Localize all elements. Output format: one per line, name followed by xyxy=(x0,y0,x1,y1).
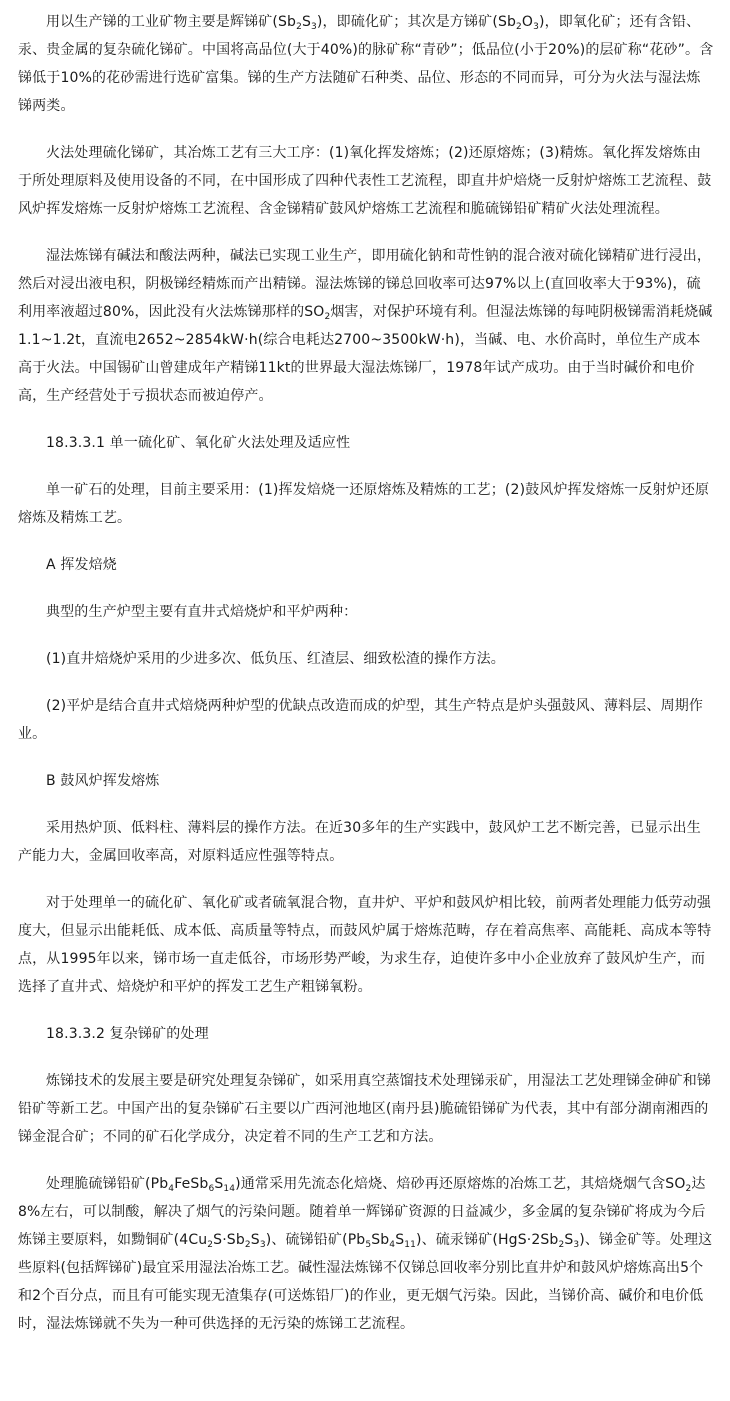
text-run: S xyxy=(250,1232,260,1248)
section-heading xyxy=(18,767,714,795)
text-run: S·Sb xyxy=(213,1232,245,1248)
text-run: 18.3.3.1 单一硫化矿、氧化矿火法处理及适应性 xyxy=(46,435,351,451)
text-run: )、硫汞锑矿(HgS·2Sb xyxy=(416,1232,559,1248)
text-run: FeSb xyxy=(174,1176,209,1192)
text-run: 火法处理硫化锑矿，其冶炼工艺有三大工序：(1)氧化挥发熔炼；(2)还原熔炼；(3)精炼。氧化挥发熔炼由于所处理原料及使用设备的不同，在中国形成了四种代表性工艺流程，即直井炉焙烧一反射炉熔炼工艺流程、鼓风炉挥发熔炼一反射炉熔炼工艺流程、含金锑精矿鼓风炉熔炼工艺流程和脆硫锑铅矿精矿火法处理流程。 xyxy=(18,145,712,217)
subscript: 3 xyxy=(533,22,539,32)
text-run: )，即硫化矿；其次是方锑矿(Sb xyxy=(316,14,517,30)
text-run: 采用热炉顶、低料柱、薄料层的操作方法。在近30多年的生产实践中，鼓风炉工艺不断完善，已显示出生产能力大，金属回收率高，对原料适应性强等特点。 xyxy=(18,820,701,864)
text-run: S xyxy=(214,1176,224,1192)
subscript: 3 xyxy=(259,1240,266,1250)
subscript: 2 xyxy=(516,22,522,32)
body-paragraph xyxy=(18,692,714,748)
body-paragraph xyxy=(18,1170,714,1338)
subscript: 2 xyxy=(296,22,302,32)
text-run: 达8%左右，可以制酸，解决了烟气的污染问题。随着单一辉锑矿资源的日益减少，多金属的复杂锑矿将成为今后炼锑主要原料，如黝铜矿(4Cu xyxy=(18,1176,706,1248)
body-paragraph xyxy=(18,598,714,626)
text-run: S xyxy=(301,14,312,30)
body-paragraph xyxy=(18,476,714,532)
subscript: 2 xyxy=(685,1184,692,1194)
subscript: 2 xyxy=(244,1240,251,1250)
text-run: (2)平炉是结合直井式焙烧两种炉型的优缺点改造而成的炉型，其生产特点是炉头强鼓风、薄料层、周期作业。 xyxy=(18,698,704,742)
text-run: 炼锑技术的发展主要是研究处理复杂锑矿，如采用真空蒸馏技术处理锑汞矿，用湿法工艺处理锑金砷矿和锑铅矿等新工艺。中国产出的复杂锑矿石主要以广西河池地区(南丹县)脆硫铅锑矿为代表，其中有部分湖南湘西的锑金混合矿；不同的矿石化学成分，决定着不同的生产工艺和方法。 xyxy=(18,1073,712,1145)
subscript: 4 xyxy=(168,1184,175,1194)
text-run: Sb xyxy=(371,1232,390,1248)
subscript: 3 xyxy=(573,1240,580,1250)
body-paragraph xyxy=(18,242,714,410)
text-run: O xyxy=(521,14,534,30)
subscript: 2 xyxy=(207,1240,214,1250)
subscript: 11 xyxy=(404,1240,416,1250)
text-run: 处理脆硫锑铅矿(Pb xyxy=(46,1176,169,1192)
subscript: 14 xyxy=(223,1184,236,1194)
text-run: B 鼓风炉挥发熔炼 xyxy=(46,773,160,789)
subscript: 6 xyxy=(208,1184,215,1194)
text-run: S xyxy=(395,1232,405,1248)
text-run: 单一矿石的处理，目前主要采用：(1)挥发焙烧一还原熔炼及精炼的工艺；(2)鼓风炉挥发熔炼一反射炉还原熔炼及精炼工艺。 xyxy=(18,482,710,526)
text-run: A 挥发焙烧 xyxy=(46,557,117,573)
body-paragraph xyxy=(18,814,714,870)
text-run: 对于处理单一的硫化矿、氧化矿或者硫氧混合物，直井炉、平炉和鼓风炉相比较，前两者处理能力低劳动强度大，但显示出能耗低、成本低、高质量等特点，而鼓风炉属于熔炼范畴，存在着高焦率、高能耗、高成本等特点，从1995年以来，锑市场一直走低谷，市场形势严峻，为求生存，迫使许多中小企业放弃了鼓风炉生产，而选择了直井式、焙烧炉和平炉的挥发工艺生产粗锑氧粉。 xyxy=(18,895,712,995)
text-run: 湿法炼锑有碱法和酸法两种，碱法已实现工业生产，即用硫化钠和苛性钠的混合液对硫化锑精矿进行浸出，然后对浸出液电积，阴极锑经精炼而产出精锑。湿法炼锑的锑总回收率可达97%以上(直回收率大于93%)，硫利用率液超过80%，因此没有火法炼锑那样的SO xyxy=(18,248,712,320)
text-run: )，即氧化矿；还有含铅、汞、贵金属的复杂硫化锑矿。中国将高品位(大于40%)的脉矿称“青砂”；低品位(小于20%)的层矿称“花砂”。含锑低于10%的花砂需进行选矿富集。锑的生产方法随矿石种类、品位、形态的不同而异，可分为火法与湿法炼锑两类。 xyxy=(18,14,714,114)
text-run: S xyxy=(564,1232,574,1248)
body-paragraph xyxy=(18,645,714,673)
text-run: (1)直井焙烧炉采用的少进多次、低负压、红渣层、细致松渣的操作方法。 xyxy=(46,651,505,667)
text-run: )、锑金矿等。处理这些原料(包括辉锑矿)最宜采用湿法冶炼工艺。碱性湿法炼锑不仅锑总回收率分别比直井炉和鼓风炉熔炼高出5个和2个百分点，而且有可能实现无渣集存(可送炼铅厂)的作业，更无烟气污染。因此，当锑价高、碱价和电价低时，湿法炼锑就不失为一种可供选择的无污染的炼锑工艺流程。 xyxy=(18,1232,713,1332)
subscript: 5 xyxy=(365,1240,372,1250)
body-paragraph xyxy=(18,139,714,223)
body-paragraph xyxy=(18,8,714,120)
section-heading xyxy=(18,1020,714,1048)
section-heading xyxy=(18,551,714,579)
body-paragraph xyxy=(18,1067,714,1151)
subscript: 4 xyxy=(389,1240,396,1250)
text-run: 烟害，对保护环境有利。但湿法炼锑的每吨阴极锑需消耗烧碱1.1~1.2t，直流电2652~2854kW·h(综合电耗达2700~3500kW·h)，当碱、电、水价高时，单位生产成本高于火法。中国锡矿山曾建成年产精锑11kt的世界最大湿法炼锑厂，1978年试产成功。由于当时碱价和电价高，生产经营处于亏损状态而被迫停产。 xyxy=(18,304,713,404)
text-run: )通常采用先流态化焙烧、焙砂再还原熔炼的冶炼工艺，其焙烧烟气含SO xyxy=(235,1176,686,1192)
subscript: 2 xyxy=(324,312,331,322)
body-paragraph xyxy=(18,889,714,1001)
text-run: 18.3.3.2 复杂锑矿的处理 xyxy=(46,1026,209,1042)
text-run: 典型的生产炉型主要有直井式焙烧炉和平炉两种： xyxy=(46,604,358,620)
text-run: 用以生产锑的工业矿物主要是辉锑矿(Sb xyxy=(46,14,297,30)
subscript: 3 xyxy=(311,22,317,32)
section-heading xyxy=(18,429,714,457)
subscript: 2 xyxy=(558,1240,565,1250)
text-run: )、硫锑铅矿(Pb xyxy=(265,1232,366,1248)
